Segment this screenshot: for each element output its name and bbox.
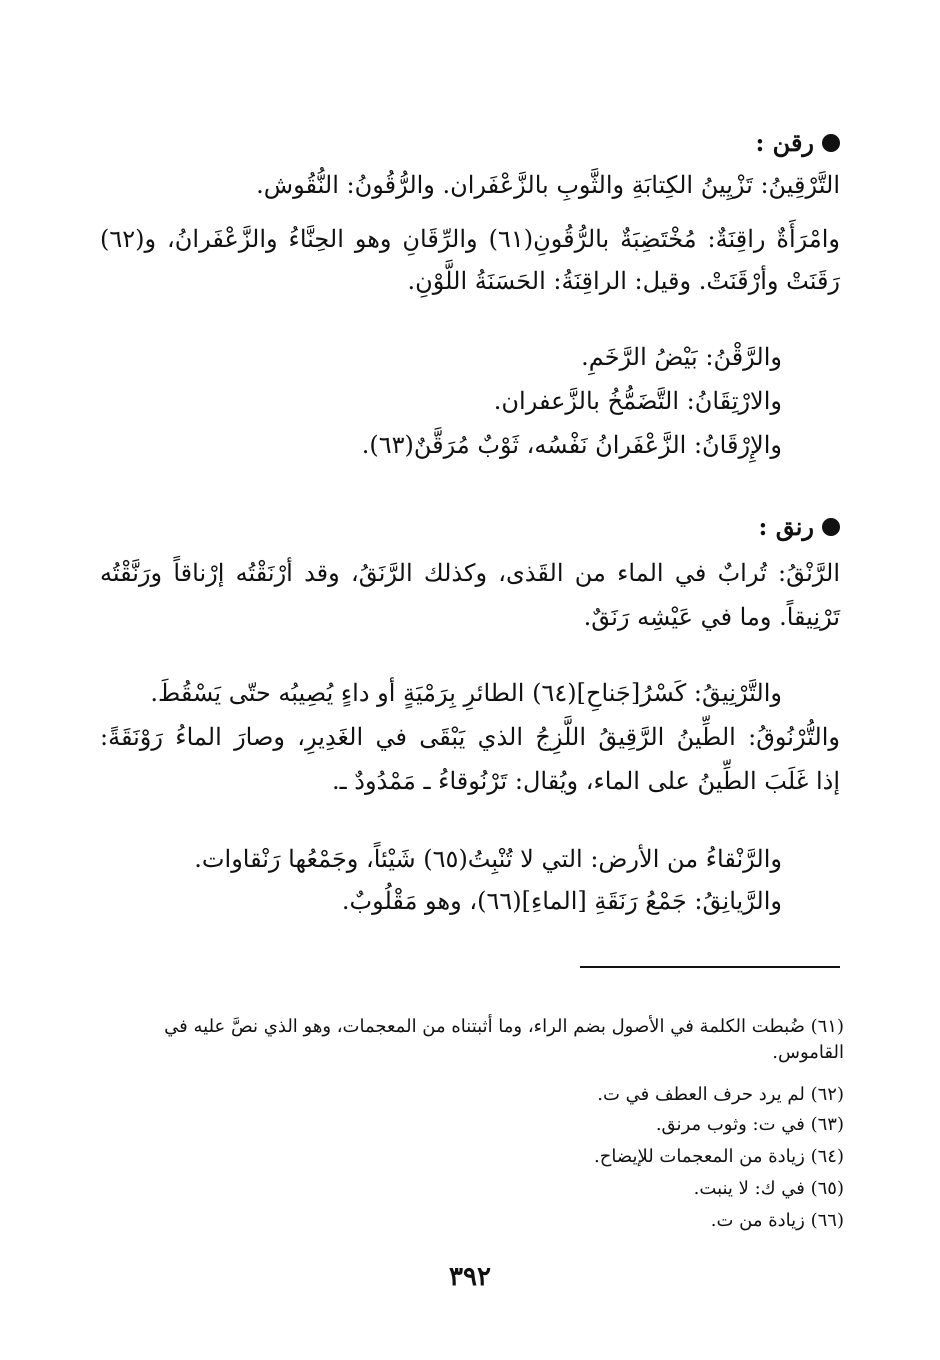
text-line: والرَّيانِقُ: جَمْعُ رَنَقَةِ [الماءِ](٦٦)، وهو مَقْلُوبٌ. [341,887,782,915]
bullet-icon [822,518,840,536]
entry-heading-ranaq [759,510,841,544]
text-line: والرَّنْقاءُ من الأرض: التي لا تُنْبِتُ(٦٥) شَيْئاً، وجَمْعُها رَنْقاوات. [194,845,782,873]
footnote: (٦٥) في ك: لا ينبت. [693,1178,844,1199]
text-line: والتُّرْنُوقُ: الطِّينُ الرَّقِيقُ اللَّزِجُ الذي يَبْقَى في الغَدِيرِ، وصارَ الماءُ رَوْنَقَةً: [100,723,840,751]
entry-heading-text: رقن : [755,128,814,157]
page-number: ٣٩٢ [449,1262,491,1292]
text-line: والارْتِقَانُ: التَّضَمُّخُ بالزَّعفران. [493,387,782,415]
text-line: الرَّنْقُ: تُرابٌ في الماء من القَذى، وكذلك الرَّنَقُ، وقد أرْنَقْتُه إرْناقاً ورَنَّقْتُه [100,559,840,587]
footnote-separator [580,966,840,968]
text-line: والرَّقْنُ: بَيْضُ الرَّخَمِ. [581,343,782,371]
bullet-icon [822,134,840,152]
text-line: والتَّرْنِيقُ: كَسْرُ[جَناحِ](٦٤) الطائرِ بِرَمْيَةٍ أو داءٍ يُصِيبُه حتّى يَسْقُطَ. [150,679,782,707]
text-line: رَقَنَتْ وأرْقَنَتْ. وقيل: الراقِنَةُ: الحَسَنَةُ اللَّوْنِ. [407,267,840,295]
footnote: (٦٢) لم يرد حرف العطف في ت. [597,1084,844,1105]
text-line: التَّرْقِينُ: تَزْيِينُ الكِتابَةِ والثَّوبِ بالزَّعْفَران. والرُّقُونُ: النُّقُوش. [256,171,840,199]
text-line: إذا غَلَبَ الطِّينُ على الماء، ويُقال: تَرْنُوقاءُ ـ مَمْدُودٌ ـ. [331,767,840,795]
entry-heading-raqan [755,126,840,160]
footnote: (٦١) ضُبطت الكلمة في الأصول بضم الراء، وما أثبتناه من المعجمات، وهو الذي نصَّ عليه في القاموس. [164,1016,844,1063]
footnote: (٦٤) زيادة من المعجمات للإيضاح. [594,1146,844,1167]
footnote: (٦٦) زيادة من ت. [710,1210,844,1231]
text-line: والإِرْقَانُ: الزَّعْفَرانُ نَفْسُه، ثَوْبٌ مُرَقَّنٌ(٦٣). [361,431,782,459]
text-line: تَرْنِيقاً. وما في عَيْشِه رَنَقٌ. [583,603,840,631]
footnote: (٦٣) في ت: وثوب مرنق. [655,1114,844,1135]
entry-heading-text: رنق : [758,512,814,541]
text-line: وامْرَأَةٌ راقِنَةٌ: مُخْتَضِبَةٌ بالرُّقُونِ(٦١) والرِّقَانِ وهو الحِنَّاءُ والزَّعْفَرانُ، و(٦٢) [100,225,840,253]
